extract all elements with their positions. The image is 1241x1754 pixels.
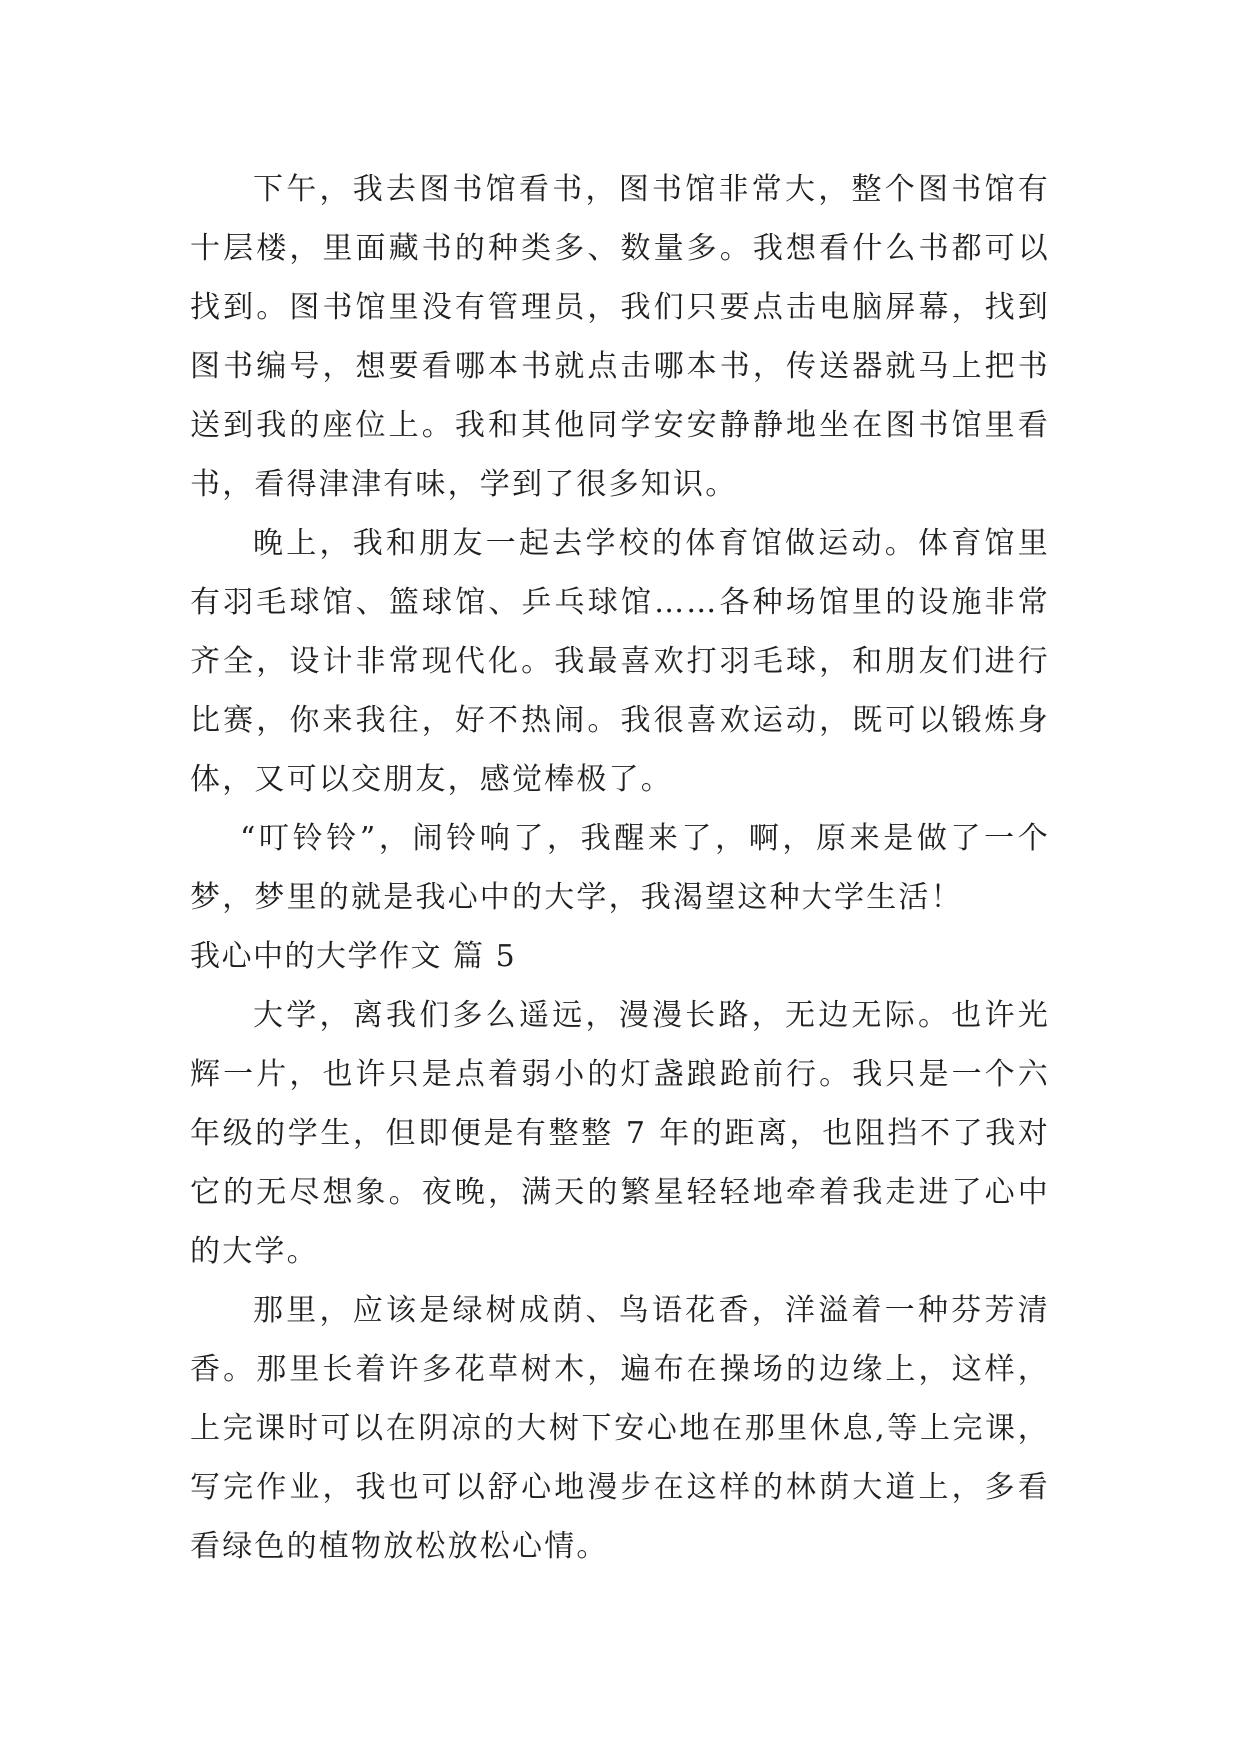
paragraph-green-campus: 那里，应该是绿树成荫、鸟语花香，洋溢着一种芬芳清香。那里长着许多花草树木，遍布在操场的边缘上，这样，上完课时可以在阴凉的大树下安心地在那里休息,等上完课，写完作业，我也可以舒心地漫步在这样的林荫大道上，多看看绿色的植物放松放松心情。	[190, 1293, 1050, 1564]
document-page	[190, 160, 1050, 1576]
paragraph-university-far: 大学，离我们多么遥远，漫漫长路，无边无际。也许光辉一片，也许只是点着弱小的灯盏踉跄前行。我只是一个六年级的学生，但即便是有整整 7 年的距离，也阻挡不了我对它的无尽想象。夜晚，满天的繁星轻轻地牵着我走进了心中的大学。	[190, 998, 1050, 1269]
paragraph-alarm: “叮铃铃”，闹铃响了，我醒来了，啊，原来是做了一个梦，梦里的就是我心中的大学，我渴望这种大学生活！	[190, 821, 1050, 915]
paragraph-gym: 晚上，我和朋友一起去学校的体育馆做运动。体育馆里有羽毛球馆、篮球馆、乒乓球馆……各种场馆里的设施非常齐全，设计非常现代化。我最喜欢打羽毛球，和朋友们进行比赛，你来我往，好不热闹。我很喜欢运动，既可以锻炼身体，又可以交朋友，感觉棒极了。	[190, 526, 1050, 797]
section-heading: 我心中的大学作文 篇 5	[190, 939, 517, 974]
paragraph-library: 下午，我去图书馆看书，图书馆非常大，整个图书馆有十层楼，里面藏书的种类多、数量多。我想看什么书都可以找到。图书馆里没有管理员，我们只要点击电脑屏幕，找到图书编号，想要看哪本书就点击哪本书，传送器就马上把书送到我的座位上。我和其他同学安安静静地坐在图书馆里看书，看得津津有味，学到了很多知识。	[190, 172, 1050, 502]
